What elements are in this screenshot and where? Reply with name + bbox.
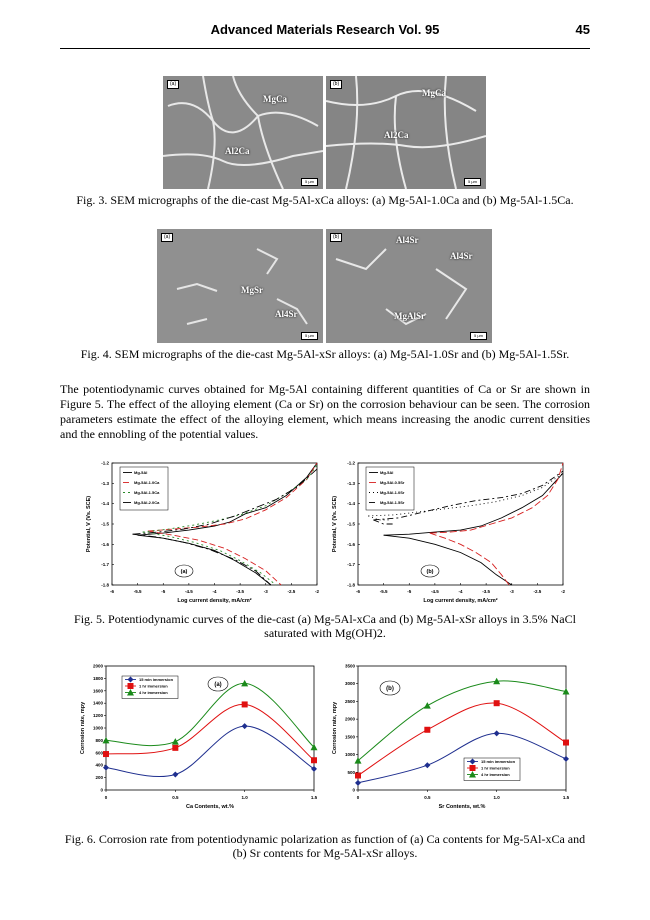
x-axis-label: Log current density, mA/cm²	[423, 598, 498, 604]
panel-tag: (b)	[330, 233, 342, 242]
y-axis-label: Corrosion rate, mpy	[332, 701, 338, 755]
sem-image-fig3a	[163, 76, 323, 189]
sem-texture	[326, 229, 492, 343]
legend-label: Mg-5Al-1.0Sr	[380, 490, 405, 495]
panel-tag: (b)	[330, 80, 342, 89]
x-tick-label: -3	[263, 589, 268, 594]
panel-tag: (a)	[167, 80, 179, 89]
micro-label: MgAlSr	[394, 311, 425, 321]
fig5-caption: Fig. 5. Potentiodynamic curves of the die-cast (a) Mg-5Al-xCa and (b) Mg-5Al-xSr alloys in 3.5% NaCl saturated with Mg(OH)2.	[74, 612, 576, 640]
fig3-caption: Fig. 3. SEM micrographs of the die-cast Mg-5Al-xCa alloys: (a) Mg-5Al-1.0Ca and (b) Mg-5Al-1.5Ca.	[76, 193, 574, 207]
data-point-square	[470, 765, 476, 771]
micro-label: Al4Sr	[450, 251, 473, 261]
y-axis-label: Corrosion rate, mpy	[80, 701, 86, 755]
legend-label: 4 hr immersion	[481, 772, 510, 777]
micro-label: Al4Sr	[396, 235, 419, 245]
panel-tag: (a)	[161, 233, 173, 242]
x-tick-label: -5	[407, 589, 412, 594]
chart-fig5b	[328, 455, 573, 615]
y-tick-label: 800	[95, 737, 103, 743]
fig4-caption: Fig. 4. SEM micrographs of the die-cast Mg-5Al-xSr alloys: (a) Mg-5Al-1.0Sr and (b) Mg-5Al-1.5Sr.	[80, 347, 570, 361]
y-axis-label: Potential, V (Vs. SCE)	[86, 495, 92, 553]
y-tick-label: -1.6	[347, 541, 355, 547]
x-tick-label: -3	[509, 589, 514, 594]
legend-label: 1 hr immersion	[139, 683, 168, 689]
micro-label: MgSr	[241, 285, 263, 295]
data-point-square	[311, 757, 317, 763]
sem-texture	[163, 76, 323, 189]
x-tick-label: 0.5	[172, 795, 179, 800]
y-tick-label: -1.8	[101, 582, 109, 588]
x-tick-label: -2.5	[287, 589, 296, 594]
x-tick-label: -2.5	[533, 589, 542, 594]
legend-label: Mg-5Al-1.0Ca	[134, 480, 160, 485]
chart-fig6a-svg	[76, 660, 324, 818]
y-tick-label: -1.7	[347, 562, 355, 568]
x-tick-label: 0	[104, 795, 108, 800]
legend-label: Mg-5Al-2.0Ca	[134, 500, 160, 505]
y-tick-label: -1.6	[101, 541, 109, 547]
micro-label: Al4Sr	[275, 309, 298, 319]
x-axis-label: Sr Contents, wt.%	[438, 804, 486, 810]
micro-label: MgCa	[422, 88, 446, 98]
y-tick-label: 1200	[92, 713, 103, 719]
legend-label: Mg-5Al	[134, 470, 148, 475]
sem-image-fig4a	[157, 229, 323, 343]
y-tick-label: 200	[95, 775, 103, 781]
y-tick-label: 2000	[344, 716, 355, 722]
y-tick-label: 1000	[344, 752, 355, 758]
chart-fig6b	[328, 660, 576, 823]
data-point-square	[563, 740, 569, 746]
y-tick-label: -1.8	[347, 582, 355, 588]
fig6-caption: Fig. 6. Corrosion rate from potentiodynamic polarization as function of (a) Ca contents for Mg-5Al-xCa and (b) Sr contents for Mg-5Al-xSr alloys.	[64, 832, 586, 860]
x-axis-label: Ca Contents, wt.%	[186, 804, 234, 810]
y-tick-label: -1.2	[347, 460, 355, 466]
panel-label: (b)	[386, 686, 394, 692]
x-tick-label: -2	[560, 589, 566, 594]
y-tick-label: -1.3	[101, 480, 109, 486]
scale-bar: 5 µm	[464, 178, 481, 186]
x-axis-label: Log current density, mA/cm²	[177, 598, 252, 604]
journal-title: Advanced Materials Research Vol. 95	[210, 22, 440, 37]
x-tick-label: 1.5	[562, 795, 570, 800]
x-tick-label: -5	[161, 589, 166, 594]
panel-label: (a)	[180, 569, 188, 575]
x-tick-label: -4.5	[184, 589, 193, 594]
x-tick-label: -5.5	[133, 589, 142, 594]
x-tick-label: 1.5	[310, 795, 318, 800]
y-tick-label: 1000	[92, 725, 103, 731]
data-point-square	[172, 745, 178, 751]
y-tick-label: -1.5	[101, 521, 109, 527]
sem-image-fig3b	[326, 76, 486, 189]
legend-label: Mg-5Al-0.5Sr	[380, 480, 405, 485]
x-tick-label: -3.5	[236, 589, 245, 594]
legend-label: 15 min immersion	[481, 759, 516, 764]
legend-label: Mg-5Al	[380, 470, 394, 475]
x-tick-label: -5.5	[379, 589, 388, 594]
scale-bar: 5 µm	[301, 332, 318, 340]
data-point-square	[128, 683, 134, 689]
y-tick-label: 1500	[344, 734, 355, 740]
legend-label: 1 hr immersion	[481, 765, 510, 771]
header-rule	[60, 48, 590, 49]
y-axis-label: Potential, V (Vs. SCE)	[332, 495, 338, 553]
panel-label: (b)	[426, 569, 434, 575]
x-tick-label: -4.5	[430, 589, 439, 594]
y-tick-label: 2500	[344, 698, 355, 704]
legend-label: Mg-5Al-1.5Ca	[134, 490, 160, 495]
chart-fig5a	[82, 455, 327, 615]
x-tick-label: -3.5	[482, 589, 491, 594]
micro-label: Al2Ca	[384, 130, 409, 140]
page-number: 45	[575, 22, 590, 37]
y-tick-label: -1.4	[347, 501, 355, 507]
x-tick-label: -4	[212, 589, 217, 594]
chart-fig6a	[76, 660, 324, 823]
data-point-square	[424, 727, 430, 733]
y-tick-label: 3500	[344, 663, 355, 669]
y-tick-label: 500	[347, 769, 355, 775]
y-tick-label: 1800	[92, 675, 103, 681]
scale-bar: 5 µm	[470, 332, 487, 340]
data-point-square	[242, 701, 248, 707]
y-tick-label: 600	[95, 750, 103, 756]
y-tick-label: 3000	[344, 681, 355, 687]
scale-bar: 5 µm	[301, 178, 318, 186]
data-point-square	[494, 700, 500, 706]
y-tick-label: 1600	[92, 688, 103, 694]
y-tick-label: 400	[95, 762, 103, 768]
y-tick-label: 0	[352, 787, 355, 793]
y-tick-label: -1.2	[101, 460, 109, 466]
legend-label: Mg-5Al-1.5Sr	[380, 500, 405, 505]
y-tick-label: -1.3	[347, 480, 355, 486]
panel-label: (a)	[214, 682, 222, 688]
y-tick-label: -1.4	[101, 501, 109, 507]
micro-label: MgCa	[263, 94, 287, 104]
x-tick-label: 1.0	[241, 795, 248, 800]
x-tick-label: -4	[458, 589, 463, 594]
y-tick-label: 2000	[92, 663, 103, 669]
chart-fig5b-svg	[328, 455, 573, 610]
x-tick-label: -6	[109, 589, 115, 594]
x-tick-label: 0	[356, 795, 360, 800]
chart-fig5a-svg	[82, 455, 327, 610]
x-tick-label: -6	[355, 589, 361, 594]
micro-label: Al2Ca	[225, 146, 250, 156]
body-paragraph: The potentiodynamic curves obtained for Mg-5Al containing different quantities of Ca or Sr are shown in Figure 5. The effect of the alloying element (Ca or Sr) on the corrosion behaviour can be seen. The corrosion parameters estimate the effect of the alloying element, which means increasing the anodic current densities and the ennobling of the potential values.	[60, 382, 590, 441]
x-tick-label: 0.5	[424, 795, 431, 800]
x-tick-label: -2	[314, 589, 320, 594]
data-point-square	[355, 772, 361, 778]
legend-label: 15 min immersion	[139, 677, 174, 682]
y-tick-label: -1.5	[347, 521, 355, 527]
x-tick-label: 1.0	[493, 795, 500, 800]
chart-fig6b-svg	[328, 660, 576, 818]
data-point-square	[103, 751, 109, 757]
sem-image-fig4b	[326, 229, 492, 343]
legend-label: 4 hr immersion	[139, 690, 168, 695]
y-tick-label: 1400	[92, 700, 103, 706]
page-header	[60, 22, 590, 42]
sem-texture	[157, 229, 323, 343]
y-tick-label: 0	[100, 787, 103, 793]
y-tick-label: -1.7	[101, 562, 109, 568]
